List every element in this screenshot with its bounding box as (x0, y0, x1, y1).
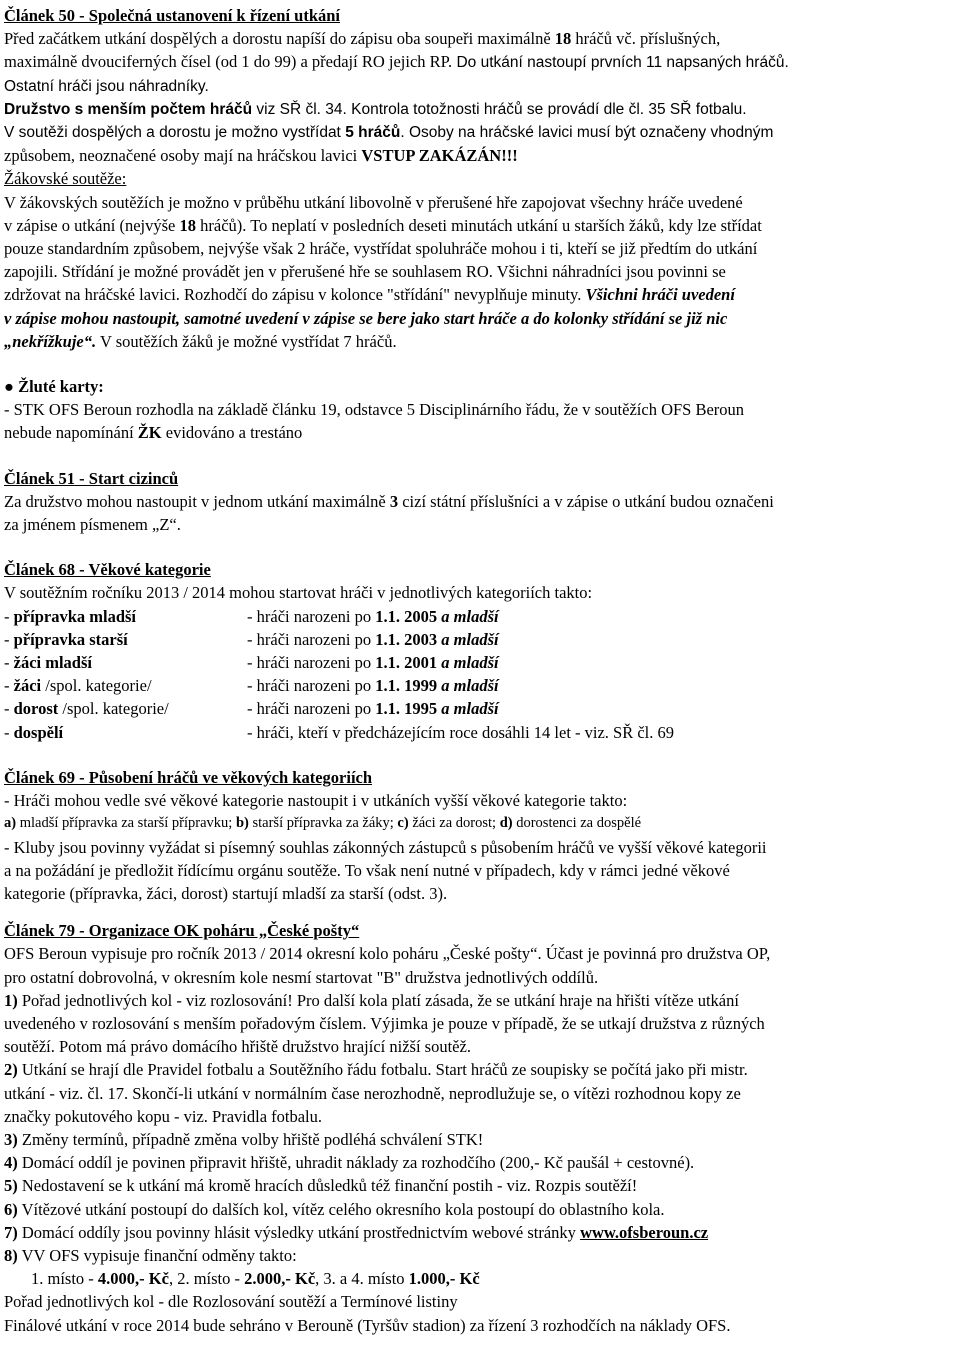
point-number: 6) (4, 1199, 18, 1219)
text: evidováno a trestáno (161, 423, 303, 443)
article-50-line: zapojili. Střídání je možné provádět jen v přerušené hře se souhlasem RO. Všichni náhradníci jsou povinni se (4, 262, 726, 282)
article-50-line (4, 307, 956, 330)
text: . Osoby na hráčské lavici musí být označeny vhodným (400, 124, 774, 142)
text: způsobem, neoznačené osoby mají na hráčskou lavici (4, 146, 362, 166)
bold-text: 18 (554, 29, 572, 49)
bold-italic-text: a mladší (437, 653, 499, 673)
text: - (4, 606, 14, 626)
text: V soutěžích žáků je možné vystřídat 7 hráčů. (96, 331, 397, 351)
category-name (4, 697, 247, 720)
bold-text: !!! (501, 146, 518, 166)
spacer (4, 445, 956, 467)
spacer (4, 353, 956, 375)
age-category-row (4, 651, 956, 674)
article-79-line: Finálové utkání v roce 2014 bude sehráno v Berouně (Tyršův stadion) za řízení 3 rozhodčích na náklady OFS. (4, 1315, 731, 1335)
article-79-line: značky pokutového kopu - viz. Pravidla fotbalu. (4, 1106, 323, 1126)
text: cizí státní příslušníci a v zápise o utkání budou označeni (398, 491, 774, 511)
age-category-row (4, 628, 956, 651)
bold-text: 1.1. 1995 (375, 699, 438, 719)
article-79-line: pro ostatní dobrovolná, v okresním kole nesmí startovat "B" družstva jednotlivých oddílů. (4, 967, 599, 987)
article-68-heading: Článek 68 - Věkové kategorie (4, 560, 211, 580)
article-50-line (4, 50, 956, 74)
text: Domácí oddíly jsou povinny hlásit výsledky utkání prostřednictvím webové stránky (17, 1222, 581, 1242)
article-50-line (4, 27, 956, 50)
text: - (4, 653, 14, 673)
text: - hráči, kteří v předcházejícím roce dosáhli 14 let - viz. SŘ čl. 69 (247, 722, 675, 742)
bold-text: přípravka mladší (13, 606, 137, 626)
article-69-line: kategorie (přípravka, žáci, dorost) startují mladší za starší (odst. 3). (4, 883, 448, 903)
text: hráčů vč. příslušných, (571, 29, 721, 49)
spacer (4, 536, 956, 558)
text: Nedostavení se k utkání má kromě hracích důsledků též finanční postih - viz. Rozpis soutěží! (17, 1176, 638, 1196)
text: 1. místo - (31, 1269, 98, 1289)
point-number: 2) (4, 1060, 18, 1080)
text: nebude napomínání (4, 423, 138, 443)
article-51-line (4, 490, 956, 513)
age-category-row (4, 721, 956, 744)
spacer (4, 744, 956, 766)
article-50-line (4, 98, 956, 121)
bold-text: 1.1. 1999 (375, 676, 438, 696)
youth-competitions-label: Žákovské soutěže: (4, 169, 127, 189)
bold-text: ŽK (137, 423, 162, 443)
article-50-line: Ostatní hráči jsou náhradníky. (4, 77, 209, 95)
bold-text: c) (397, 815, 409, 832)
text: - (4, 699, 14, 719)
text: Utkání se hrají dle Pravidel fotbalu a Soutěžního řádu fotbalu. Start hráčů ze soupisky se počítá jako při mistr. (17, 1060, 748, 1080)
article-69-heading: Článek 69 - Působení hráčů ve věkových kategoriích (4, 767, 373, 787)
article-79-point-8 (4, 1244, 956, 1267)
article-50-line (4, 283, 956, 306)
article-69-line: a na požádání je předložit řídícímu orgánu soutěže. To však není nutné v případech, kdy v rámci jedné věkové (4, 860, 730, 880)
text: - (4, 629, 14, 649)
point-number: 3) (4, 1129, 18, 1149)
point-number: 1) (4, 990, 18, 1010)
bold-italic-text: a mladší (437, 676, 499, 696)
bold-text: 3 (389, 491, 399, 511)
category-name (4, 651, 247, 674)
text: - hráči narozeni po (247, 676, 376, 696)
category-rule (247, 605, 499, 628)
text: hráčů). (196, 215, 247, 235)
bold-italic-text: v zápise mohou nastoupit, samotné uvedení v zápise se bere jako start hráče a do kolonky střídání se již nic (4, 308, 728, 328)
article-50-line (4, 144, 956, 167)
text: , 3. a 4. místo (315, 1269, 409, 1289)
bold-text: 18 (179, 215, 196, 235)
age-categories-list (4, 605, 956, 744)
bold-italic-text: a mladší (437, 629, 499, 649)
bold-text: 1.1. 2001 (375, 653, 438, 673)
article-51-line: za jménem písmenem „Z“. (4, 515, 181, 535)
bold-italic-text: a mladší (437, 699, 499, 719)
text: zdržovat na hráčské lavici. Rozhodčí do zápisu v kolonce "střídání" nevyplňuje minuty. (4, 285, 582, 305)
article-79-point-2 (4, 1058, 956, 1081)
category-rule (247, 651, 499, 674)
bold-text: 4.000,- Kč (97, 1269, 169, 1289)
bold-text: žáci (13, 676, 42, 696)
article-79-point-3 (4, 1128, 956, 1151)
text: To neplatí v posledních deseti minutách utkání u starších žáků, kdy lze střídat (246, 215, 762, 235)
bold-text: d) (499, 815, 513, 832)
text: starší přípravka za žáky; (248, 815, 398, 832)
category-rule (247, 674, 499, 697)
spacer (4, 905, 956, 919)
yellow-cards-line (4, 421, 956, 444)
article-79-line: soutěží. Potom má právo domácího hřiště družstvo hrající nižší soutěž. (4, 1037, 471, 1057)
website-link[interactable]: www.ofsberoun.cz (580, 1222, 709, 1242)
article-50-line (4, 330, 956, 353)
bold-text: VSTUP ZAKÁZÁN (361, 146, 502, 166)
text: /spol. kategorie/ (41, 676, 152, 696)
text: - hráči narozeni po (247, 629, 376, 649)
bold-italic-text: Všichni hráči uvedení (581, 285, 735, 305)
point-number: 7) (4, 1222, 18, 1242)
text: mladší přípravka za starší přípravku; (16, 815, 236, 832)
text: Do utkání nastoupí prvních 11 napsaných hráčů. (452, 54, 789, 72)
article-79-line: OFS Beroun vypisuje pro ročník 2013 / 2014 okresní kolo poháru „České pošty“. Účast je povinná pro družstva OP, (4, 944, 771, 964)
category-name (4, 605, 247, 628)
bold-italic-text: „nekřížkuje“. (4, 331, 97, 351)
text: Změny termínů, případně změna volby hřiště podléhá schválení STK! (17, 1129, 484, 1149)
text: - hráči narozeni po (247, 653, 376, 673)
category-name (4, 628, 247, 651)
age-category-row (4, 697, 956, 720)
text: Vítězové utkání postoupí do dalších kol, vítěz celého okresního kola postoupí do oblastního kola. (17, 1199, 665, 1219)
text: viz SŘ čl. 34. Kontrola totožnosti hráčů se provádí dle čl. 35 SŘ fotbalu. (252, 100, 747, 118)
text: - (4, 676, 14, 696)
article-50-line: pouze standardním způsobem, nejvýše však 2 hráče, vystřídat spoluhráče mohou i ti, kteří se již předtím do utkání (4, 239, 758, 259)
text: /spol. kategorie/ (58, 699, 169, 719)
point-number: 5) (4, 1176, 18, 1196)
bold-text: a) (4, 815, 17, 832)
article-79-line: utkání - viz. čl. 17. Skončí-li utkání v normálním čase nerozhodně, neprodlužuje se, o vítězi rozhodnou kopy ze (4, 1083, 741, 1103)
yellow-cards-heading: ● Žluté karty: (4, 377, 104, 397)
article-69-line (4, 812, 956, 835)
article-79-line: uvedeného v rozlosování s menším pořadovým číslem. Výjimka je pouze v případě, že se utkají družstva z různých (4, 1013, 765, 1033)
article-50-line (4, 214, 956, 237)
text: žáci za dorost; (408, 815, 500, 832)
article-69-line: - Kluby jsou povinny vyžádat si písemný souhlas zákonných zástupců s působením hráčů ve vyšší věkové kategorii (4, 837, 767, 857)
category-name (4, 674, 247, 697)
article-50-line (4, 121, 956, 144)
age-category-row (4, 674, 956, 697)
bold-text: dospělí (13, 722, 64, 742)
article-79-line: Pořad jednotlivých kol - dle Rozlosování soutěží a Termínové listiny (4, 1292, 458, 1312)
text: Pořad jednotlivých kol - viz rozlosování! Pro další kola platí zásada, že se utkání hraje na hřišti vítěze utkání (17, 990, 739, 1010)
text: - (4, 722, 14, 742)
article-51-heading: Článek 51 - Start cizinců (4, 468, 179, 488)
category-rule (247, 628, 499, 651)
text: - hráči narozeni po (247, 699, 376, 719)
text: Před začátkem utkání dospělých a dorostu napíší do zápisu oba soupeři maximálně (4, 29, 555, 49)
text: - hráči narozeni po (247, 606, 376, 626)
category-rule (247, 721, 674, 744)
text: maximálně dvouciferných čísel (od 1 do 99) a předají RO jejich RP. (4, 52, 453, 72)
article-79-heading: Článek 79 - Organizace OK poháru „České pošty“ (4, 921, 360, 941)
text: V soutěži dospělých a dorostu je možno vystřídat (4, 124, 346, 142)
prize-list (4, 1267, 956, 1290)
point-number: 4) (4, 1153, 18, 1173)
bold-text: Družstvo s menším počtem hráčů (4, 100, 253, 118)
bold-text: 5 hráčů (345, 124, 401, 142)
category-name (4, 721, 247, 744)
text: Domácí oddíl je povinen připravit hřiště, uhradit náklady za rozhodčího (200,- Kč paušál + cestovné). (17, 1153, 695, 1173)
bold-text: přípravka starší (13, 629, 128, 649)
article-79-point-7 (4, 1221, 956, 1244)
bold-text: 2.000,- Kč (244, 1269, 316, 1289)
bold-text: žáci mladší (13, 653, 92, 673)
article-79-point-5 (4, 1174, 956, 1197)
article-79-point-6 (4, 1198, 956, 1221)
text: , 2. místo - (168, 1269, 245, 1289)
article-69-line: - Hráči mohou vedle své věkové kategorie nastoupit i v utkáních vyšší věkové kategorie takto: (4, 791, 628, 811)
bold-text: 1.000,- Kč (408, 1269, 480, 1289)
article-79-point-4 (4, 1151, 956, 1174)
text: Za družstvo mohou nastoupit v jednom utkání maximálně (4, 491, 390, 511)
bold-text: b) (235, 815, 249, 832)
article-50-line: V žákovských soutěžích je možno v průběhu utkání libovolně v přerušené hře zapojovat všechny hráče uvedené (4, 192, 743, 212)
text: dorostenci za dospělé (512, 815, 642, 832)
point-number: 8) (4, 1245, 18, 1265)
article-79-point-1 (4, 989, 956, 1012)
text: VV OFS vypisuje finanční odměny takto: (17, 1245, 297, 1265)
bold-italic-text: a mladší (437, 606, 499, 626)
yellow-cards-line: - STK OFS Beroun rozhodla na základě článku 19, odstavce 5 Disciplinárního řádu, že v soutěžích OFS Beroun (4, 400, 745, 420)
article-68-intro: V soutěžním ročníku 2013 / 2014 mohou startovat hráči v jednotlivých kategoriích takto: (4, 583, 593, 603)
bold-text: 1.1. 2005 (375, 606, 438, 626)
age-category-row (4, 605, 956, 628)
text: v zápise o utkání (nejvýše (4, 215, 180, 235)
bold-text: 1.1. 2003 (375, 629, 438, 649)
bold-text: dorost (13, 699, 59, 719)
article-50-heading: Článek 50 - Společná ustanovení k řízení utkání (4, 6, 341, 25)
category-rule (247, 697, 499, 720)
